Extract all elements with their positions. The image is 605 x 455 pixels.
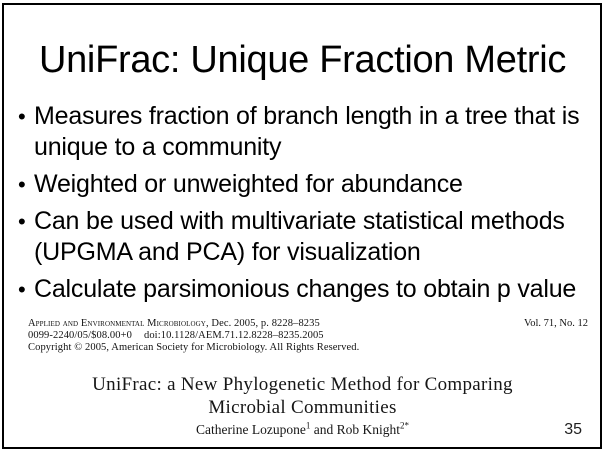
- bullet-text: Calculate parsimonious changes to obtain p value: [34, 275, 577, 303]
- journal-name: Applied and Environmental Microbiology: [28, 318, 206, 329]
- author-affiliation-mark: 2*: [399, 420, 409, 431]
- citation-line-journal: [28, 318, 359, 330]
- paper-title-line1: UniFrac: a New Phylogenetic Method for Comparing: [92, 374, 513, 395]
- citation-line-issn-doi: [28, 330, 359, 342]
- bullet-icon: [18, 274, 26, 305]
- issn: 0099-2240/05/$08.00+0: [28, 330, 132, 341]
- paper-authors: [0, 421, 605, 438]
- author-name: and Rob Knight: [310, 422, 400, 437]
- bullet-item: [18, 169, 590, 200]
- volume-label: Vol. 71, No. 12: [524, 318, 588, 329]
- issue-info: , Dec. 2005, p. 8228–8235: [205, 318, 320, 329]
- bullet-icon: [18, 101, 26, 132]
- bullet-list: [18, 101, 590, 311]
- bullet-text: Can be used with multivariate statistical methods (UPGMA and PCA) for visualization: [34, 207, 565, 266]
- bullet-icon: [18, 169, 26, 200]
- slide-page-number: 35: [564, 421, 582, 438]
- bullet-text: Weighted or unweighted for abundance: [34, 170, 463, 198]
- paper-title-line2: Microbial Communities: [208, 397, 397, 418]
- paper-title: [0, 373, 605, 419]
- author-affiliation-mark: 1: [305, 420, 311, 431]
- citation-line-copyright: Copyright © 2005, American Society for Microbiology. All Rights Reserved.: [28, 342, 360, 353]
- bullet-item: [18, 206, 590, 268]
- bullet-icon: [18, 206, 26, 237]
- journal-citation: [28, 318, 359, 354]
- author-name: Catherine Lozupone: [196, 422, 306, 437]
- bullet-item: [18, 274, 590, 305]
- doi: doi:10.1128/AEM.71.12.8228–8235.2005: [143, 330, 324, 341]
- bullet-item: [18, 101, 590, 163]
- slide-title: UniFrac: Unique Fraction Metric: [38, 39, 567, 81]
- bullet-text: Measures fraction of branch length in a tree that is unique to a community: [34, 102, 580, 161]
